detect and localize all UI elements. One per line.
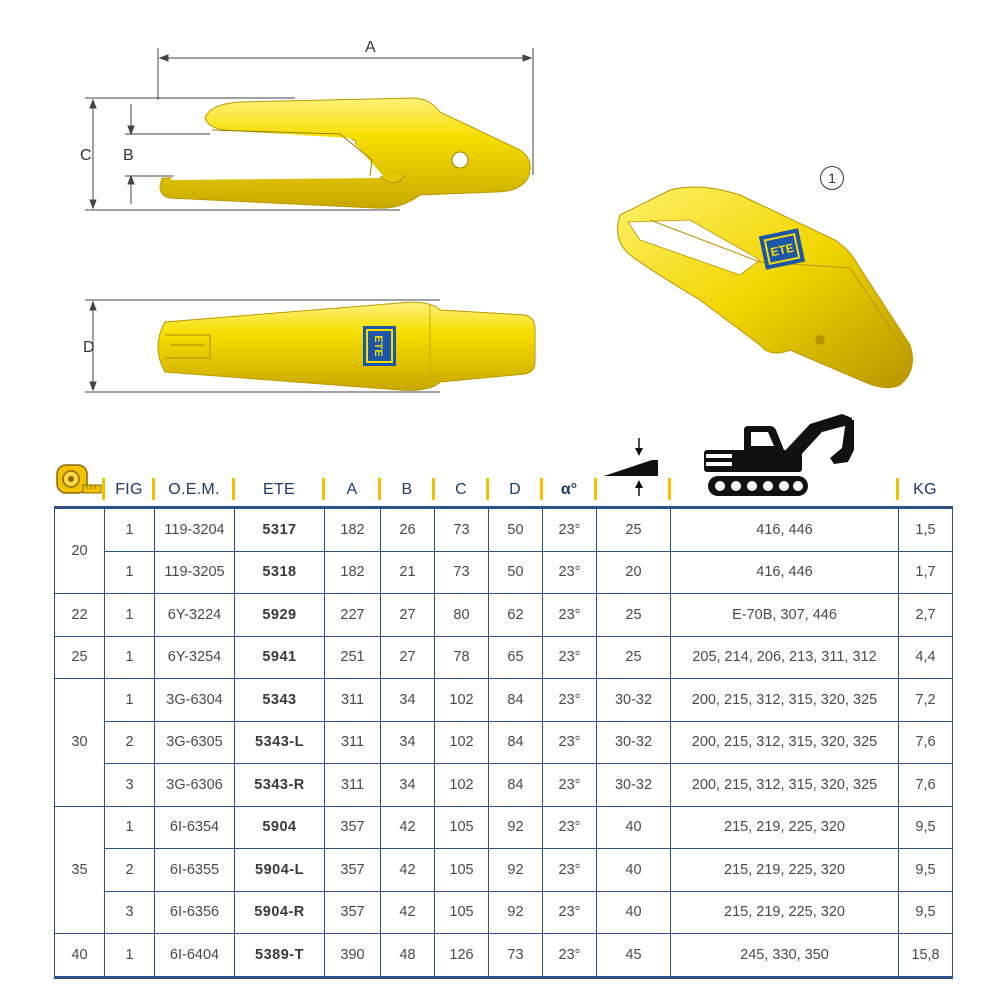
- header-separator: [896, 478, 899, 500]
- cell-alpha: 23°: [543, 636, 597, 679]
- cell-oem: 6Y-3224: [155, 594, 235, 637]
- cell-d: 84: [489, 764, 543, 807]
- cell-kg: 1,5: [899, 508, 953, 552]
- cell-depth: 40: [597, 849, 671, 892]
- cell-c: 80: [435, 594, 489, 637]
- cell-d: 50: [489, 551, 543, 594]
- cell-kg: 15,8: [899, 934, 953, 978]
- cell-size-group: 22: [55, 594, 105, 637]
- cell-b: 42: [381, 806, 435, 849]
- cell-fig: 1: [105, 934, 155, 978]
- header-fig: FIG: [115, 481, 143, 498]
- cell-d: 84: [489, 679, 543, 722]
- cell-fig: 3: [105, 891, 155, 934]
- technical-drawings: [0, 0, 1000, 440]
- cell-alpha: 23°: [543, 679, 597, 722]
- cell-ete: 5929: [235, 594, 325, 637]
- table-row: [55, 891, 953, 934]
- cell-models: 200, 215, 312, 315, 320, 325: [671, 679, 899, 722]
- cell-oem: 3G-6304: [155, 679, 235, 722]
- cell-models: E-70B, 307, 446: [671, 594, 899, 637]
- cell-c: 102: [435, 679, 489, 722]
- cell-fig: 2: [105, 721, 155, 764]
- table-row: [55, 721, 953, 764]
- header-separator: [594, 478, 597, 500]
- cell-oem: 119-3204: [155, 508, 235, 552]
- cell-size-group: 25: [55, 636, 105, 679]
- cell-b: 27: [381, 636, 435, 679]
- cell-oem: 6I-6355: [155, 849, 235, 892]
- cell-a: 182: [325, 551, 381, 594]
- cell-ete: 5904-L: [235, 849, 325, 892]
- cell-ete: 5343-L: [235, 721, 325, 764]
- cell-a: 357: [325, 849, 381, 892]
- cell-c: 78: [435, 636, 489, 679]
- cell-kg: 9,5: [899, 806, 953, 849]
- cell-models: 245, 330, 350: [671, 934, 899, 978]
- header-separator: [322, 478, 325, 500]
- cell-fig: 3: [105, 764, 155, 807]
- cell-kg: 9,5: [899, 891, 953, 934]
- cell-a: 182: [325, 508, 381, 552]
- cell-fig: 1: [105, 679, 155, 722]
- cell-a: 311: [325, 679, 381, 722]
- cell-d: 92: [489, 806, 543, 849]
- cell-c: 73: [435, 508, 489, 552]
- cell-oem: 6I-6354: [155, 806, 235, 849]
- cell-c: 105: [435, 849, 489, 892]
- cell-kg: 7,2: [899, 679, 953, 722]
- cell-models: 416, 446: [671, 508, 899, 552]
- adapter-top-view: [158, 302, 535, 390]
- header-separator: [102, 478, 105, 500]
- header-separator: [432, 478, 435, 500]
- cell-ete: 5904: [235, 806, 325, 849]
- cell-alpha: 23°: [543, 891, 597, 934]
- header-oem: O.E.M.: [168, 481, 220, 498]
- cell-c: 73: [435, 551, 489, 594]
- adapter-spec-table: [54, 506, 953, 979]
- cell-b: 21: [381, 551, 435, 594]
- cell-c: 102: [435, 764, 489, 807]
- cell-models: 215, 219, 225, 320: [671, 891, 899, 934]
- cell-fig: 1: [105, 636, 155, 679]
- cell-a: 390: [325, 934, 381, 978]
- cell-d: 84: [489, 721, 543, 764]
- excavator-icon: [702, 410, 862, 500]
- cell-ete: 5343-R: [235, 764, 325, 807]
- cell-models: 205, 214, 206, 213, 311, 312: [671, 636, 899, 679]
- dimension-label-d: D: [83, 339, 95, 356]
- cell-fig: 1: [105, 551, 155, 594]
- cell-b: 34: [381, 679, 435, 722]
- cell-d: 50: [489, 508, 543, 552]
- cell-oem: 6Y-3254: [155, 636, 235, 679]
- header-separator: [486, 478, 489, 500]
- cell-c: 126: [435, 934, 489, 978]
- table-row: [55, 934, 953, 978]
- cell-kg: 2,7: [899, 594, 953, 637]
- cell-b: 48: [381, 934, 435, 978]
- figure-number-badge: 1: [820, 166, 844, 190]
- cell-alpha: 23°: [543, 721, 597, 764]
- cell-a: 357: [325, 891, 381, 934]
- cell-kg: 9,5: [899, 849, 953, 892]
- header-separator: [378, 478, 381, 500]
- cell-b: 42: [381, 849, 435, 892]
- dimension-label-b: B: [123, 147, 134, 164]
- cell-d: 62: [489, 594, 543, 637]
- cell-oem: 6I-6356: [155, 891, 235, 934]
- ete-logo-top-view: ETE: [372, 335, 384, 357]
- table-row: [55, 508, 953, 552]
- cell-alpha: 23°: [543, 508, 597, 552]
- cell-c: 105: [435, 891, 489, 934]
- header-separator: [232, 478, 235, 500]
- header-b: B: [401, 481, 413, 498]
- header-ete: ETE: [262, 481, 296, 498]
- cell-b: 26: [381, 508, 435, 552]
- header-alpha: α°: [560, 481, 578, 498]
- cell-depth: 25: [597, 636, 671, 679]
- header-c: C: [455, 481, 467, 498]
- cell-depth: 45: [597, 934, 671, 978]
- adapter-perspective-view: [618, 187, 913, 388]
- table-row: [55, 849, 953, 892]
- cell-alpha: 23°: [543, 849, 597, 892]
- header-a: A: [346, 481, 358, 498]
- cell-fig: 1: [105, 806, 155, 849]
- cell-a: 311: [325, 764, 381, 807]
- cell-c: 102: [435, 721, 489, 764]
- cell-size-group: 35: [55, 806, 105, 934]
- cell-ete: 5904-R: [235, 891, 325, 934]
- cell-kg: 1,7: [899, 551, 953, 594]
- table-row: [55, 764, 953, 807]
- table-row: [55, 594, 953, 637]
- cell-models: 215, 219, 225, 320: [671, 849, 899, 892]
- cell-models: 416, 446: [671, 551, 899, 594]
- cell-b: 27: [381, 594, 435, 637]
- cell-fig: 1: [105, 594, 155, 637]
- cell-depth: 40: [597, 806, 671, 849]
- cell-d: 92: [489, 849, 543, 892]
- cell-d: 65: [489, 636, 543, 679]
- header-separator: [152, 478, 155, 500]
- cell-kg: 7,6: [899, 721, 953, 764]
- cell-models: 200, 215, 312, 315, 320, 325: [671, 764, 899, 807]
- cell-fig: 2: [105, 849, 155, 892]
- dimension-label-a: A: [365, 39, 376, 56]
- cell-alpha: 23°: [543, 594, 597, 637]
- cell-ete: 5343: [235, 679, 325, 722]
- cell-alpha: 23°: [543, 764, 597, 807]
- cell-models: 200, 215, 312, 315, 320, 325: [671, 721, 899, 764]
- cell-depth: 30-32: [597, 764, 671, 807]
- tape-measure-icon: [55, 463, 103, 499]
- cell-alpha: 23°: [543, 551, 597, 594]
- cell-models: 215, 219, 225, 320: [671, 806, 899, 849]
- cell-alpha: 23°: [543, 934, 597, 978]
- cell-size-group: 30: [55, 679, 105, 807]
- table-body: [55, 508, 953, 978]
- adapter-side-view: [160, 98, 530, 208]
- table-row: [55, 636, 953, 679]
- cell-ete: 5318: [235, 551, 325, 594]
- cell-a: 251: [325, 636, 381, 679]
- cell-b: 34: [381, 764, 435, 807]
- cell-depth: 25: [597, 508, 671, 552]
- cell-oem: 6I-6404: [155, 934, 235, 978]
- cell-ete: 5317: [235, 508, 325, 552]
- depth-gauge-icon: [602, 438, 664, 496]
- cell-fig: 1: [105, 508, 155, 552]
- cell-depth: 20: [597, 551, 671, 594]
- dimension-label-c: C: [80, 147, 92, 164]
- cell-ete: 5389-T: [235, 934, 325, 978]
- cell-oem: 3G-6306: [155, 764, 235, 807]
- cell-size-group: 40: [55, 934, 105, 978]
- header-separator: [540, 478, 543, 500]
- table-row: [55, 551, 953, 594]
- cell-depth: 25: [597, 594, 671, 637]
- cell-b: 42: [381, 891, 435, 934]
- cell-ete: 5941: [235, 636, 325, 679]
- cell-a: 357: [325, 806, 381, 849]
- header-kg: KG: [913, 481, 937, 498]
- cell-a: 311: [325, 721, 381, 764]
- cell-kg: 7,6: [899, 764, 953, 807]
- table-row: [55, 806, 953, 849]
- cell-alpha: 23°: [543, 806, 597, 849]
- header-separator: [668, 478, 671, 500]
- cell-d: 73: [489, 934, 543, 978]
- cell-oem: 3G-6305: [155, 721, 235, 764]
- table-row: [55, 679, 953, 722]
- cell-b: 34: [381, 721, 435, 764]
- cell-depth: 40: [597, 891, 671, 934]
- cell-a: 227: [325, 594, 381, 637]
- cell-c: 105: [435, 806, 489, 849]
- cell-d: 92: [489, 891, 543, 934]
- ete-logo-perspective: ETE: [769, 240, 796, 260]
- header-d: D: [509, 481, 521, 498]
- cell-kg: 4,4: [899, 636, 953, 679]
- cell-depth: 30-32: [597, 679, 671, 722]
- cell-depth: 30-32: [597, 721, 671, 764]
- cell-oem: 119-3205: [155, 551, 235, 594]
- cell-size-group: 20: [55, 508, 105, 594]
